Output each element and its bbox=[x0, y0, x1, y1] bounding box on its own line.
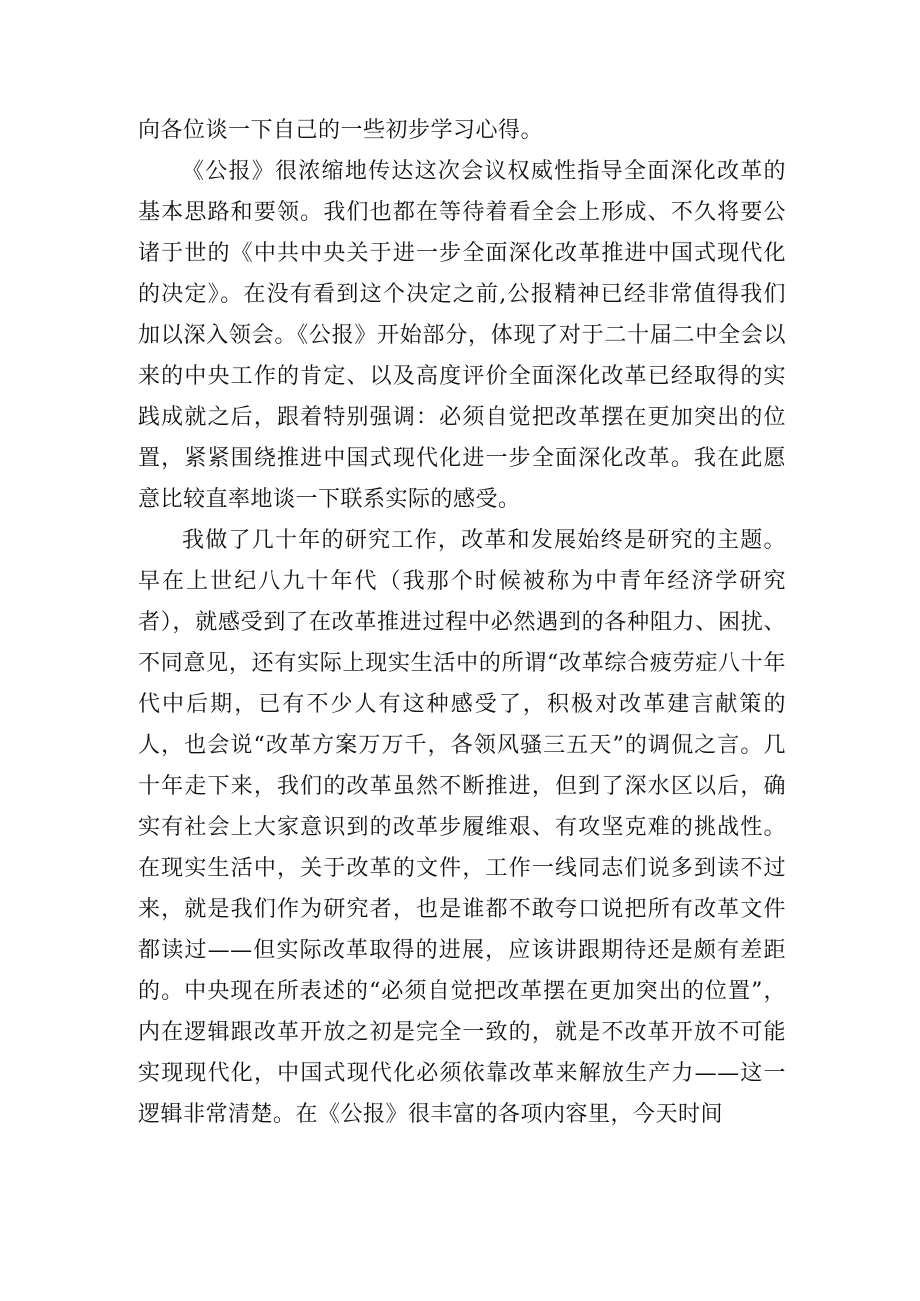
paragraph-communique-summary: 《公报》很浓缩地传达这次会议权威性指导全面深化改革的基本思路和要领。我们也都在等待着看全会上形成、不久将要公诸于世的《中共中央关于进一步全面深化改革推进中国式现代化的决定》。在没有看到这个决定之前,公报精神已经非常值得我们加以深入领会。《公报》开始部分，体现了对于二十届二中全会以来的中央工作的肯定、以及高度评价全面深化改革已经取得的实践成就之后，跟着特别强调：必须自觉把改革摆在更加突出的位置，紧紧围绕推进中国式现代化进一步全面深化改革。我在此愿意比较直率地谈一下联系实际的感受。 bbox=[138, 159, 786, 512]
paragraph-intro-continuation: 向各位谈一下自己的一些初步学习心得。 bbox=[138, 118, 544, 143]
document-body bbox=[138, 110, 786, 1135]
paragraph-research-reflection: 我做了几十年的研究工作，改革和发展始终是研究的主题。早在上世纪八九十年代（我那个时候被称为中青年经济学研究者），就感受到了在改革推进过程中必然遇到的各种阻力、困扰、不同意见，还有实际上现实生活中的所谓“改革综合疲劳症八十年代中后期，已有不少人有这种感受了，积极对改革建言献策的人，也会说“改革方案万万千，各领风骚三五天”的调侃之言。几十年走下来，我们的改革虽然不断推进，但到了深水区以后，确实有社会上大家意识到的改革步履维艰、有攻坚克难的挑战性。在现实生活中，关于改革的文件，工作一线同志们说多到读不过来，就是我们作为研究者，也是谁都不敢夸口说把所有改革文件都读过——但实际改革取得的进展，应该讲跟期待还是颇有差距的。中央现在所表述的“必须自觉把改革摆在更加突出的位置”，内在逻辑跟改革开放之初是完全一致的，就是不改革开放不可能实现现代化，中国式现代化必须依靠改革来解放生产力——这一逻辑非常清楚。在《公报》很丰富的各项内容里，今天时间 bbox=[138, 528, 786, 1127]
